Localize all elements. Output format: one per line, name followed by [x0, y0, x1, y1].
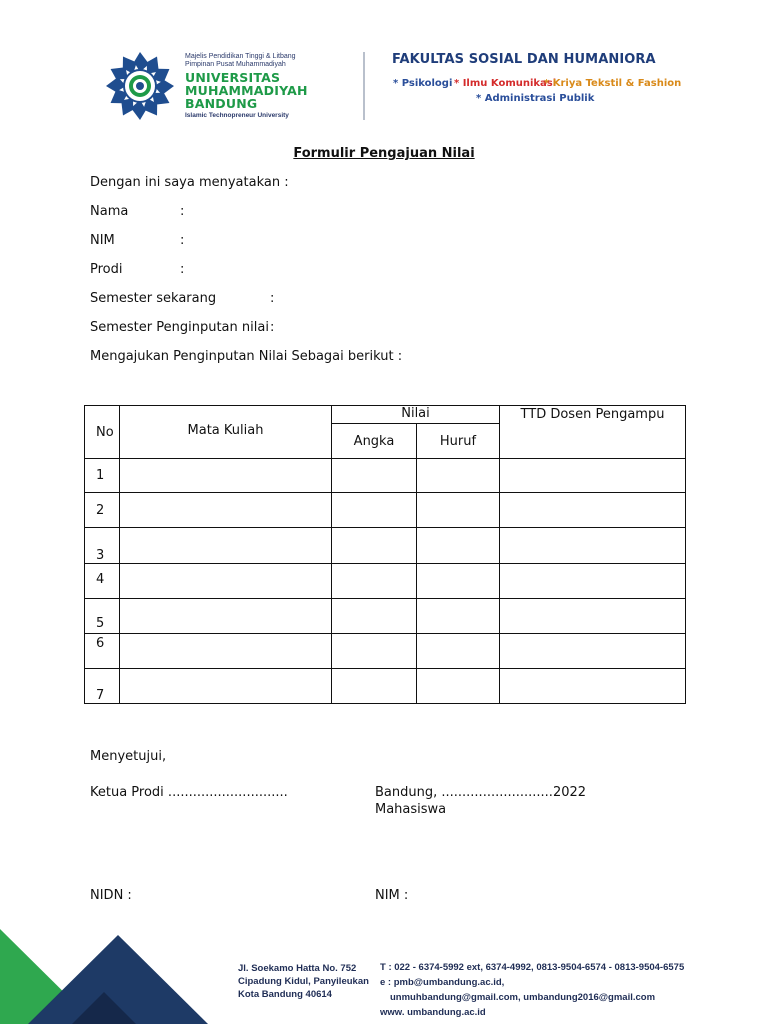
grade-table: [84, 405, 686, 704]
cell-ttd: [500, 564, 686, 599]
field-label-nim: NIM: [90, 233, 115, 248]
header-no: No: [85, 406, 120, 459]
header-angka: Angka: [332, 424, 417, 459]
row-number: 1: [85, 459, 120, 493]
intro-statement: Dengan ini saya menyatakan :: [90, 175, 289, 190]
row-number: 7: [85, 669, 120, 704]
university-name-line-3: BANDUNG: [185, 96, 258, 111]
cell-huruf: [417, 599, 500, 634]
cell-huruf: [417, 459, 500, 493]
org-line-1: Majelis Pendidikan Tinggi & Litbang: [185, 53, 296, 60]
cell-mata-kuliah: [120, 634, 332, 669]
nim-signature-label: NIM :: [375, 888, 409, 903]
field-colon-nama: :: [180, 204, 185, 219]
footer-phone: T : 022 - 6374-5992 ext, 6374-4992, 0813-9504-6574 - 0813-9504-6575: [380, 962, 685, 973]
cell-ttd: [500, 599, 686, 634]
ketua-prodi-line: Ketua Prodi .............................: [90, 785, 288, 800]
cell-huruf: [417, 528, 500, 564]
field-colon-nim: :: [180, 233, 185, 248]
field-label-semester-sekarang: Semester sekarang: [90, 291, 217, 306]
cell-huruf: [417, 564, 500, 599]
approval-label: Menyetujui,: [90, 749, 167, 764]
row-number: 2: [85, 493, 120, 528]
row-number: 5: [85, 599, 120, 634]
program-psikologi: * Psikologi: [393, 78, 453, 89]
org-line-2: Pimpinan Pusat Muhammadiyah: [185, 61, 286, 68]
cell-angka: [332, 493, 417, 528]
university-tagline: Islamic Technopreneur University: [185, 112, 289, 119]
header-huruf: Huruf: [417, 424, 500, 459]
faculty-title: FAKULTAS SOSIAL DAN HUMANIORA: [392, 52, 656, 67]
cell-huruf: [417, 493, 500, 528]
cell-angka: [332, 669, 417, 704]
cell-huruf: [417, 634, 500, 669]
table-row: [85, 564, 686, 599]
footer-address-2: Cipadung Kidul, Panyileukan: [238, 976, 369, 987]
cell-ttd: [500, 493, 686, 528]
cell-angka: [332, 599, 417, 634]
cell-angka: [332, 528, 417, 564]
program-ilmu-komunikasi: * Ilmu Komunikasi: [454, 78, 557, 89]
university-name-line-2: MUHAMMADIYAH: [185, 83, 308, 98]
header-mata-kuliah: Mata Kuliah: [120, 406, 332, 459]
cell-ttd: [500, 669, 686, 704]
row-number: 4: [85, 564, 120, 599]
cell-mata-kuliah: [120, 493, 332, 528]
cell-ttd: [500, 634, 686, 669]
field-colon-semester-input: :: [270, 320, 275, 335]
table-row: [85, 634, 686, 669]
field-label-prodi: Prodi: [90, 262, 123, 277]
nidn-label: NIDN :: [90, 888, 132, 903]
cell-angka: [332, 564, 417, 599]
cell-angka: [332, 634, 417, 669]
cell-angka: [332, 459, 417, 493]
place-date-line: Bandung, ...........................2022: [375, 785, 587, 800]
form-title: Formulir Pengajuan Nilai: [293, 146, 475, 161]
table-row: [85, 459, 686, 493]
program-kriya-tekstil: * Kriya Tekstil & Fashion: [544, 78, 682, 89]
row-number: 3: [85, 528, 120, 564]
field-colon-semester-sekarang: :: [270, 291, 275, 306]
footer-address-3: Kota Bandung 40614: [238, 989, 332, 1000]
footer-decoration: [0, 925, 210, 1024]
cell-ttd: [500, 459, 686, 493]
cell-mata-kuliah: [120, 564, 332, 599]
footer-website: www. umbandung.ac.id: [380, 1007, 486, 1018]
table-row: [85, 493, 686, 528]
university-logo-emblem: [104, 50, 176, 122]
table-row: [85, 669, 686, 704]
cell-mata-kuliah: [120, 669, 332, 704]
field-colon-prodi: :: [180, 262, 185, 277]
cell-mata-kuliah: [120, 528, 332, 564]
header-nilai: Nilai: [332, 406, 500, 424]
request-statement: Mengajukan Penginputan Nilai Sebagai berikut :: [90, 349, 403, 364]
cell-mata-kuliah: [120, 459, 332, 493]
cell-mata-kuliah: [120, 599, 332, 634]
row-number: 6: [85, 634, 120, 669]
cell-huruf: [417, 669, 500, 704]
university-name-line-1: UNIVERSITAS: [185, 70, 281, 85]
header-divider: [363, 52, 365, 120]
field-label-nama: Nama: [90, 204, 129, 219]
table-row: [85, 599, 686, 634]
cell-ttd: [500, 528, 686, 564]
footer-address-1: Jl. Soekamo Hatta No. 752: [238, 963, 357, 974]
header-ttd-dosen: TTD Dosen Pengampu: [500, 406, 686, 459]
footer-email-2: unmuhbandung@gmail.com, umbandung2016@gmail.com: [390, 992, 656, 1003]
footer-email-1: e : pmb@umbandung.ac.id,: [380, 977, 505, 988]
program-administrasi-publik: * Administrasi Publik: [476, 93, 595, 104]
mahasiswa-label: Mahasiswa: [375, 802, 447, 817]
field-label-semester-input: Semester Penginputan nilai: [90, 320, 269, 335]
table-row: [85, 528, 686, 564]
